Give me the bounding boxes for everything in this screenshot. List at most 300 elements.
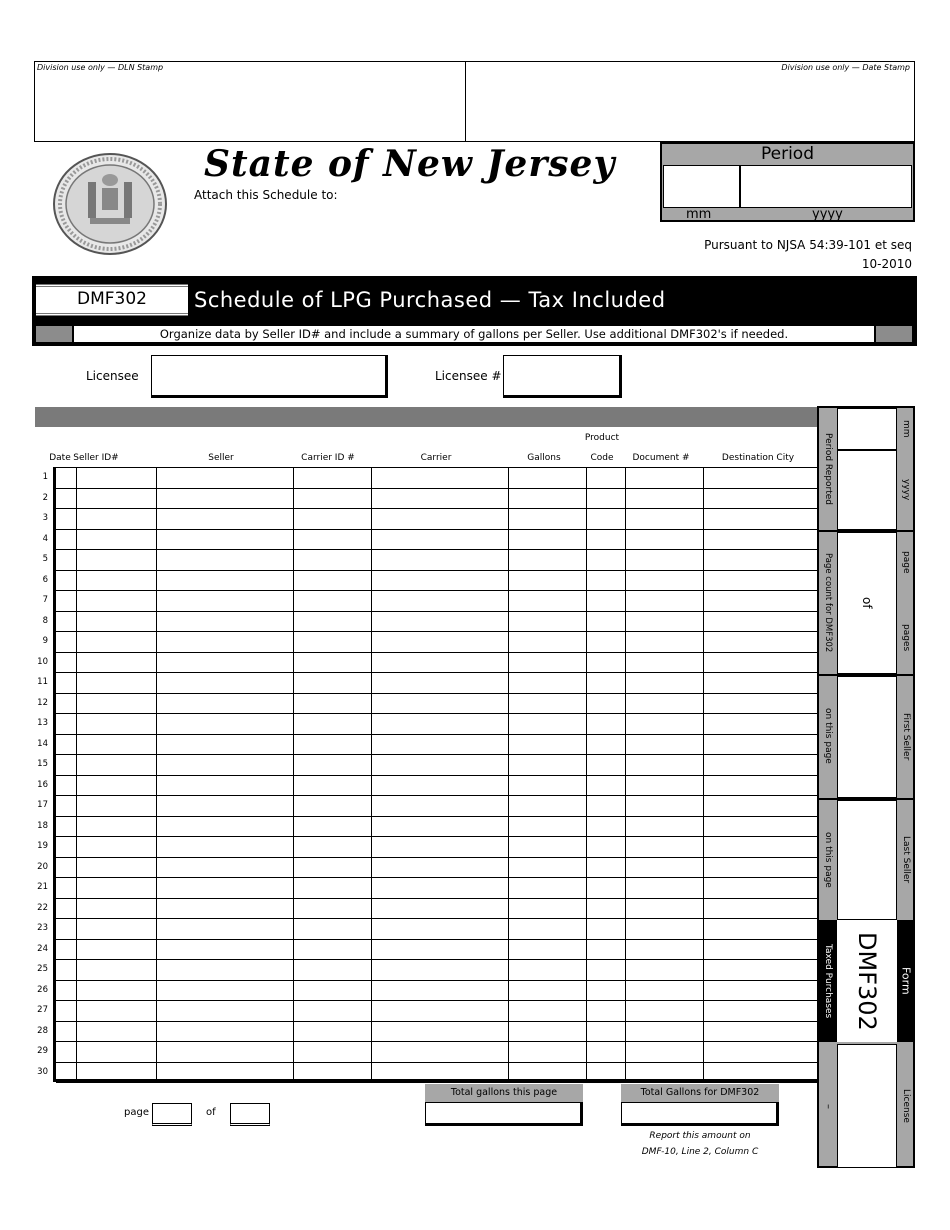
table-cell[interactable] xyxy=(156,530,293,550)
table-cell[interactable] xyxy=(156,837,293,857)
table-cell[interactable] xyxy=(76,940,156,960)
table-cell[interactable] xyxy=(156,981,293,1001)
table-cell[interactable] xyxy=(76,960,156,980)
table-cell[interactable] xyxy=(508,796,586,816)
table-cell[interactable] xyxy=(293,653,371,673)
table-cell[interactable] xyxy=(56,796,76,816)
table-cell[interactable] xyxy=(703,591,821,611)
table-cell[interactable] xyxy=(703,919,821,939)
table-cell[interactable] xyxy=(625,694,703,714)
table-cell[interactable] xyxy=(625,837,703,857)
table-cell[interactable] xyxy=(156,673,293,693)
table-cell[interactable] xyxy=(76,1063,156,1083)
table-cell[interactable] xyxy=(156,858,293,878)
table-cell[interactable] xyxy=(293,509,371,529)
table-row xyxy=(56,468,818,489)
table-cell[interactable] xyxy=(371,714,508,734)
table-cell[interactable] xyxy=(371,960,508,980)
licensee-number-input[interactable] xyxy=(503,355,622,398)
table-cell[interactable] xyxy=(625,653,703,673)
table-cell[interactable] xyxy=(703,899,821,919)
sidebar-mm-input[interactable] xyxy=(837,408,897,450)
table-cell[interactable] xyxy=(56,530,76,550)
table-cell[interactable] xyxy=(371,755,508,775)
table-cell[interactable] xyxy=(156,817,293,837)
sidebar-license-input[interactable] xyxy=(837,1044,897,1168)
table-cell[interactable] xyxy=(76,530,156,550)
table-cell[interactable] xyxy=(586,940,625,960)
table-cell[interactable] xyxy=(586,550,625,570)
table-cell[interactable] xyxy=(508,489,586,509)
table-cell[interactable] xyxy=(586,735,625,755)
table-cell[interactable] xyxy=(625,571,703,591)
sidebar-yyyy-input[interactable] xyxy=(837,450,897,530)
table-cell[interactable] xyxy=(371,591,508,611)
table-cell[interactable] xyxy=(371,571,508,591)
table-cell[interactable] xyxy=(508,858,586,878)
table-cell[interactable] xyxy=(293,1001,371,1021)
total-page-label: Total gallons this page xyxy=(425,1084,583,1102)
table-cell[interactable] xyxy=(625,1063,703,1083)
table-cell[interactable] xyxy=(76,919,156,939)
table-cell[interactable] xyxy=(371,919,508,939)
table-cell[interactable] xyxy=(625,919,703,939)
table-cell[interactable] xyxy=(156,612,293,632)
licensee-input[interactable] xyxy=(151,355,388,398)
table-cell[interactable] xyxy=(703,612,821,632)
table-cell[interactable] xyxy=(293,550,371,570)
table-cell[interactable] xyxy=(508,919,586,939)
table-cell[interactable] xyxy=(508,735,586,755)
table-cell[interactable] xyxy=(56,714,76,734)
table-cell[interactable] xyxy=(371,653,508,673)
table-cell[interactable] xyxy=(293,632,371,652)
table-cell[interactable] xyxy=(293,714,371,734)
table-cell[interactable] xyxy=(703,858,821,878)
table-cell[interactable] xyxy=(56,550,76,570)
table-cell[interactable] xyxy=(56,1001,76,1021)
table-cell[interactable] xyxy=(156,632,293,652)
table-cell[interactable] xyxy=(371,1022,508,1042)
table-cell[interactable] xyxy=(703,632,821,652)
table-cell[interactable] xyxy=(56,817,76,837)
period-mm-input[interactable] xyxy=(663,165,740,208)
table-cell[interactable] xyxy=(293,755,371,775)
table-cell[interactable] xyxy=(508,591,586,611)
table-cell[interactable] xyxy=(586,612,625,632)
table-cell[interactable] xyxy=(293,837,371,857)
table-cell[interactable] xyxy=(586,817,625,837)
table-cell[interactable] xyxy=(156,878,293,898)
table-cell[interactable] xyxy=(625,899,703,919)
table-cell[interactable] xyxy=(371,796,508,816)
table-cell[interactable] xyxy=(625,776,703,796)
table-cell[interactable] xyxy=(586,714,625,734)
table-cell[interactable] xyxy=(703,1042,821,1062)
table-cell[interactable] xyxy=(56,571,76,591)
table-cell[interactable] xyxy=(293,673,371,693)
table-cell[interactable] xyxy=(56,837,76,857)
table-cell[interactable] xyxy=(56,509,76,529)
table-cell[interactable] xyxy=(293,489,371,509)
table-cell[interactable] xyxy=(76,489,156,509)
table-cell[interactable] xyxy=(371,735,508,755)
table-cell[interactable] xyxy=(56,981,76,1001)
total-form-input[interactable] xyxy=(621,1102,779,1126)
table-cell[interactable] xyxy=(586,878,625,898)
table-row xyxy=(56,1063,818,1084)
table-cell[interactable] xyxy=(156,1001,293,1021)
table-cell[interactable] xyxy=(625,796,703,816)
table-cell[interactable] xyxy=(293,571,371,591)
table-cell[interactable] xyxy=(586,796,625,816)
table-cell[interactable] xyxy=(56,776,76,796)
table-cell[interactable] xyxy=(56,694,76,714)
table-cell[interactable] xyxy=(508,550,586,570)
table-cell[interactable] xyxy=(586,858,625,878)
sidebar-form-value: DMF302 xyxy=(837,920,897,1042)
table-cell[interactable] xyxy=(703,550,821,570)
table-cell[interactable] xyxy=(703,1063,821,1083)
period-yyyy-input[interactable] xyxy=(740,165,912,208)
table-cell[interactable] xyxy=(293,960,371,980)
table-cell[interactable] xyxy=(293,878,371,898)
table-cell[interactable] xyxy=(56,960,76,980)
table-cell[interactable] xyxy=(156,714,293,734)
table-cell[interactable] xyxy=(371,632,508,652)
table-cell[interactable] xyxy=(625,632,703,652)
table-cell[interactable] xyxy=(371,530,508,550)
table-cell[interactable] xyxy=(293,591,371,611)
table-cell[interactable] xyxy=(586,591,625,611)
table-cell[interactable] xyxy=(76,612,156,632)
table-cell[interactable] xyxy=(625,530,703,550)
table-cell[interactable] xyxy=(156,591,293,611)
row-number: 8 xyxy=(42,615,48,626)
table-cell[interactable] xyxy=(703,530,821,550)
page-total-input[interactable] xyxy=(230,1103,270,1126)
table-cell[interactable] xyxy=(293,776,371,796)
table-cell[interactable] xyxy=(76,858,156,878)
table-cell[interactable] xyxy=(156,735,293,755)
table-cell[interactable] xyxy=(76,571,156,591)
table-cell[interactable] xyxy=(508,1022,586,1042)
table-cell[interactable] xyxy=(56,940,76,960)
sidebar-first-seller-input[interactable] xyxy=(837,676,897,798)
table-cell[interactable] xyxy=(56,899,76,919)
table-cell[interactable] xyxy=(586,530,625,550)
table-cell[interactable] xyxy=(156,489,293,509)
table-cell[interactable] xyxy=(703,776,821,796)
table-cell[interactable] xyxy=(625,550,703,570)
table-cell[interactable] xyxy=(156,960,293,980)
table-cell[interactable] xyxy=(76,694,156,714)
table-cell[interactable] xyxy=(293,612,371,632)
table-cell[interactable] xyxy=(76,755,156,775)
table-cell[interactable] xyxy=(156,1022,293,1042)
table-cell[interactable] xyxy=(586,1001,625,1021)
table-cell[interactable] xyxy=(508,653,586,673)
table-cell[interactable] xyxy=(703,837,821,857)
table-cell[interactable] xyxy=(508,1063,586,1083)
table-cell[interactable] xyxy=(508,673,586,693)
table-cell[interactable] xyxy=(625,489,703,509)
table-cell[interactable] xyxy=(76,776,156,796)
table-cell[interactable] xyxy=(703,714,821,734)
table-cell[interactable] xyxy=(56,489,76,509)
table-cell[interactable] xyxy=(156,776,293,796)
table-cell[interactable] xyxy=(508,530,586,550)
row-number: 13 xyxy=(37,718,48,728)
table-cell[interactable] xyxy=(703,981,821,1001)
table-cell[interactable] xyxy=(56,653,76,673)
row-number: 9 xyxy=(42,636,48,646)
table-cell[interactable] xyxy=(293,1022,371,1042)
table-cell[interactable] xyxy=(293,919,371,939)
table-cell[interactable] xyxy=(293,468,371,488)
table-cell[interactable] xyxy=(371,1001,508,1021)
table-cell[interactable] xyxy=(371,489,508,509)
table-cell[interactable] xyxy=(76,714,156,734)
table-cell[interactable] xyxy=(508,817,586,837)
date-stamp-label: Division use only — Date Stamp xyxy=(781,63,910,72)
table-cell[interactable] xyxy=(625,960,703,980)
table-cell[interactable] xyxy=(371,837,508,857)
table-cell[interactable] xyxy=(625,1042,703,1062)
table-cell[interactable] xyxy=(508,940,586,960)
table-cell[interactable] xyxy=(625,1022,703,1042)
table-cell[interactable] xyxy=(625,940,703,960)
table-cell[interactable] xyxy=(508,878,586,898)
table-cell[interactable] xyxy=(293,817,371,837)
table-cell[interactable] xyxy=(156,550,293,570)
total-page-input[interactable] xyxy=(425,1102,583,1126)
table-cell[interactable] xyxy=(703,878,821,898)
table-cell[interactable] xyxy=(586,632,625,652)
table-cell[interactable] xyxy=(703,694,821,714)
table-cell[interactable] xyxy=(703,755,821,775)
table-cell[interactable] xyxy=(56,919,76,939)
table-cell[interactable] xyxy=(56,632,76,652)
page-number-input[interactable] xyxy=(152,1103,192,1126)
table-cell[interactable] xyxy=(508,960,586,980)
table-cell[interactable] xyxy=(371,981,508,1001)
table-cell[interactable] xyxy=(586,960,625,980)
sidebar-last-seller-input[interactable] xyxy=(837,800,897,920)
table-cell[interactable] xyxy=(371,899,508,919)
table-cell[interactable] xyxy=(625,612,703,632)
table-cell[interactable] xyxy=(625,817,703,837)
table-cell[interactable] xyxy=(508,981,586,1001)
table-cell[interactable] xyxy=(703,653,821,673)
table-cell[interactable] xyxy=(371,468,508,488)
table-cell[interactable] xyxy=(703,1022,821,1042)
table-cell[interactable] xyxy=(586,468,625,488)
table-cell[interactable] xyxy=(703,1001,821,1021)
table-cell[interactable] xyxy=(293,940,371,960)
table-cell[interactable] xyxy=(76,1022,156,1042)
schedule-title: Schedule of LPG Purchased — Tax Included xyxy=(194,288,666,312)
table-cell[interactable] xyxy=(56,468,76,488)
table-cell[interactable] xyxy=(293,796,371,816)
sidebar-first-seller-label: First Seller xyxy=(901,713,911,761)
table-cell[interactable] xyxy=(56,858,76,878)
table-cell[interactable] xyxy=(508,714,586,734)
table-cell[interactable] xyxy=(625,878,703,898)
table-cell[interactable] xyxy=(508,468,586,488)
table-cell[interactable] xyxy=(371,694,508,714)
table-cell[interactable] xyxy=(625,591,703,611)
table-cell[interactable] xyxy=(625,509,703,529)
table-cell[interactable] xyxy=(293,858,371,878)
table-cell[interactable] xyxy=(76,591,156,611)
table-cell[interactable] xyxy=(371,858,508,878)
table-cell[interactable] xyxy=(586,694,625,714)
table-cell[interactable] xyxy=(156,755,293,775)
table-cell[interactable] xyxy=(703,468,821,488)
table-cell[interactable] xyxy=(56,1063,76,1083)
table-cell[interactable] xyxy=(56,612,76,632)
table-cell[interactable] xyxy=(156,1042,293,1062)
table-cell[interactable] xyxy=(703,489,821,509)
table-cell[interactable] xyxy=(56,755,76,775)
table-cell[interactable] xyxy=(586,1042,625,1062)
table-row xyxy=(56,776,818,797)
table-cell[interactable] xyxy=(508,612,586,632)
table-cell[interactable] xyxy=(586,489,625,509)
table-cell[interactable] xyxy=(703,571,821,591)
table-cell[interactable] xyxy=(625,468,703,488)
table-cell[interactable] xyxy=(156,899,293,919)
table-cell[interactable] xyxy=(586,899,625,919)
table-cell[interactable] xyxy=(625,981,703,1001)
table-cell[interactable] xyxy=(76,673,156,693)
table-cell[interactable] xyxy=(156,468,293,488)
table-cell[interactable] xyxy=(508,1001,586,1021)
table-cell[interactable] xyxy=(625,755,703,775)
table-cell[interactable] xyxy=(625,735,703,755)
table-cell[interactable] xyxy=(371,1063,508,1083)
column-header: Carrier xyxy=(420,453,452,463)
table-cell[interactable] xyxy=(625,1001,703,1021)
table-cell[interactable] xyxy=(76,899,156,919)
table-cell[interactable] xyxy=(508,571,586,591)
table-cell[interactable] xyxy=(625,714,703,734)
table-cell[interactable] xyxy=(76,735,156,755)
table-cell[interactable] xyxy=(703,735,821,755)
table-cell[interactable] xyxy=(371,817,508,837)
table-cell[interactable] xyxy=(508,632,586,652)
table-cell[interactable] xyxy=(56,735,76,755)
table-cell[interactable] xyxy=(293,530,371,550)
table-cell[interactable] xyxy=(293,981,371,1001)
instruction-text: Organize data by Seller ID# and include a summary of gallons per Seller. Use additional DMF302's if needed. xyxy=(159,327,789,341)
table-cell[interactable] xyxy=(586,1022,625,1042)
table-cell[interactable] xyxy=(703,509,821,529)
table-cell[interactable] xyxy=(703,796,821,816)
table-cell[interactable] xyxy=(508,694,586,714)
table-cell[interactable] xyxy=(76,632,156,652)
table-cell[interactable] xyxy=(703,817,821,837)
table-cell[interactable] xyxy=(56,878,76,898)
table-cell[interactable] xyxy=(156,940,293,960)
table-cell[interactable] xyxy=(76,1001,156,1021)
table-cell[interactable] xyxy=(371,1042,508,1062)
table-cell[interactable] xyxy=(625,673,703,693)
table-cell[interactable] xyxy=(56,1022,76,1042)
table-cell[interactable] xyxy=(371,612,508,632)
table-cell[interactable] xyxy=(56,1042,76,1062)
table-cell[interactable] xyxy=(76,837,156,857)
table-cell[interactable] xyxy=(586,981,625,1001)
table-cell[interactable] xyxy=(76,796,156,816)
table-cell[interactable] xyxy=(508,776,586,796)
table-cell[interactable] xyxy=(508,837,586,857)
table-cell[interactable] xyxy=(371,878,508,898)
table-cell[interactable] xyxy=(293,735,371,755)
table-cell[interactable] xyxy=(703,673,821,693)
column-header: Carrier ID # xyxy=(301,453,355,463)
table-cell[interactable] xyxy=(56,673,76,693)
table-cell[interactable] xyxy=(703,960,821,980)
table-cell[interactable] xyxy=(371,776,508,796)
table-cell[interactable] xyxy=(76,468,156,488)
table-cell[interactable] xyxy=(156,694,293,714)
table-cell[interactable] xyxy=(293,899,371,919)
table-cell[interactable] xyxy=(156,571,293,591)
table-cell[interactable] xyxy=(76,1042,156,1062)
table-cell[interactable] xyxy=(76,878,156,898)
table-cell[interactable] xyxy=(293,1042,371,1062)
table-cell[interactable] xyxy=(586,919,625,939)
table-cell[interactable] xyxy=(371,550,508,570)
table-cell[interactable] xyxy=(586,755,625,775)
table-cell[interactable] xyxy=(293,1063,371,1083)
table-cell[interactable] xyxy=(156,1063,293,1083)
table-cell[interactable] xyxy=(156,796,293,816)
table-cell[interactable] xyxy=(586,673,625,693)
table-cell[interactable] xyxy=(586,509,625,529)
table-cell[interactable] xyxy=(586,837,625,857)
table-cell[interactable] xyxy=(703,940,821,960)
stamp-box xyxy=(34,61,915,142)
table-cell[interactable] xyxy=(625,858,703,878)
table-cell[interactable] xyxy=(508,755,586,775)
table-cell[interactable] xyxy=(156,509,293,529)
table-cell[interactable] xyxy=(156,919,293,939)
table-cell[interactable] xyxy=(76,817,156,837)
table-cell[interactable] xyxy=(508,1042,586,1062)
table-cell[interactable] xyxy=(586,653,625,673)
table-cell[interactable] xyxy=(76,981,156,1001)
table-cell[interactable] xyxy=(508,899,586,919)
table-cell[interactable] xyxy=(586,1063,625,1083)
table-cell[interactable] xyxy=(586,776,625,796)
table-cell[interactable] xyxy=(76,653,156,673)
table-cell[interactable] xyxy=(371,673,508,693)
table-cell[interactable] xyxy=(56,591,76,611)
table-cell[interactable] xyxy=(156,653,293,673)
sidebar-form-label: Form xyxy=(897,920,915,1042)
table-cell[interactable] xyxy=(371,940,508,960)
instruction-right-bar xyxy=(876,326,912,342)
table-cell[interactable] xyxy=(586,571,625,591)
table-cell[interactable] xyxy=(371,509,508,529)
table-cell[interactable] xyxy=(76,550,156,570)
table-cell[interactable] xyxy=(508,509,586,529)
table-cell[interactable] xyxy=(76,509,156,529)
table-cell[interactable] xyxy=(293,694,371,714)
